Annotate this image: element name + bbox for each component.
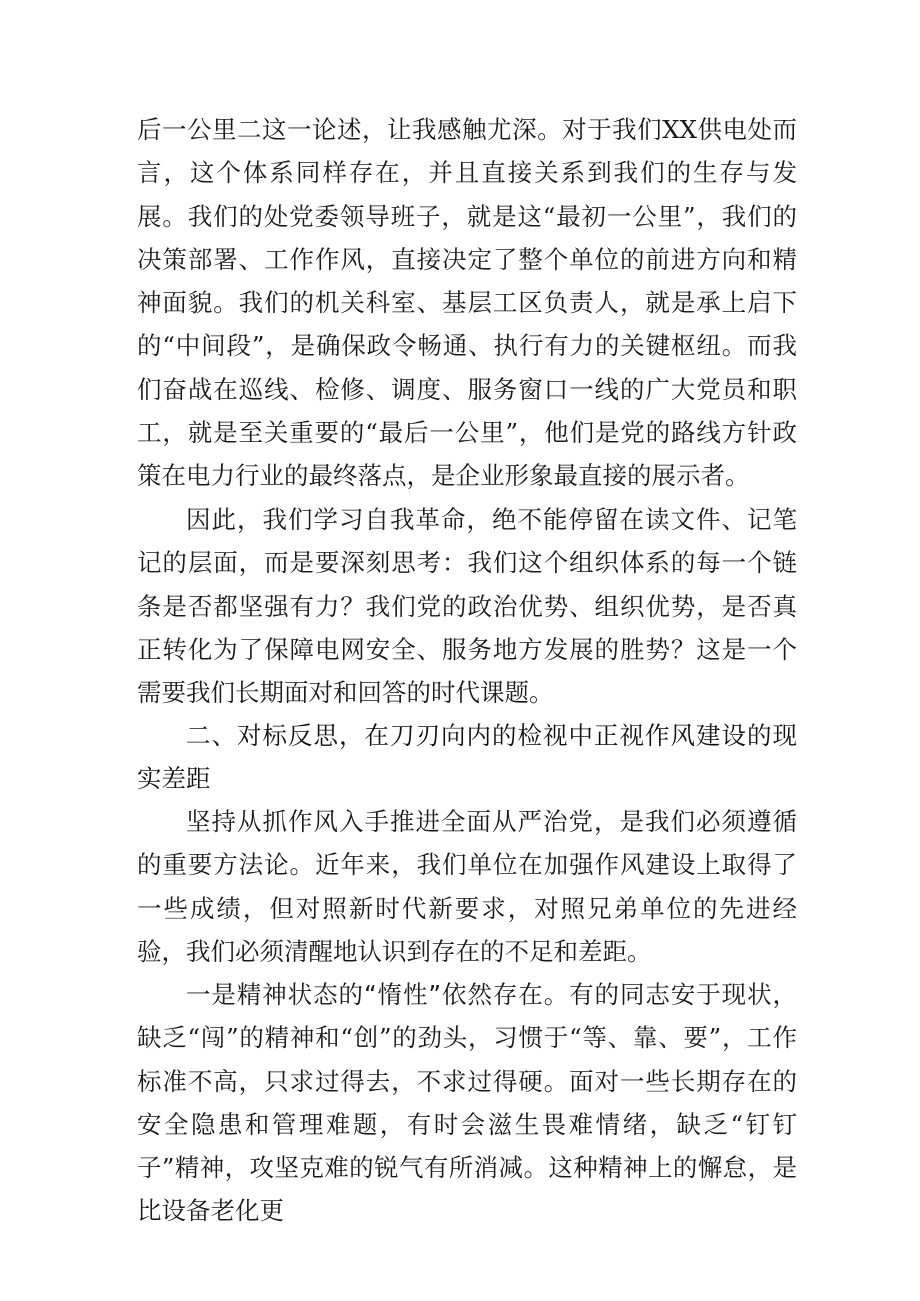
paragraph-1: 后一公里二这一论述，让我感触尤深。对于我们XX供电处而言，这个体系同样存在，并且直接关系到我们的生存与发展。我们的处党委领导班子，就是这“最初一公里”，我们的决策部署、工作作风，直接决定了整个单位的前进方向和精神面貌。我们的机关科室、基层工区负责人，就是承上启下的“中间段”，是确保政令畅通、执行有力的关键枢纽。而我们奋战在巡线、检修、调度、服务窗口一线的广大党员和职工，就是至关重要的“最后一公里”，他们是党的路线方针政策在电力行业的最终落点，是企业形象最直接的展示者。 [137,115,797,491]
section-heading-2: 二、对标反思，在刀刃向内的检视中正视作风建设的现实差距 [137,721,797,794]
paragraph-3: 坚持从抓作风入手推进全面从严治党，是我们必须遵循的重要方法论。近年来，我们单位在加强作风建设上取得了一些成绩，但对照新时代新要求，对照兄弟单位的先进经验，我们必须清醒地认识到存在的不足和差距。 [137,807,797,966]
paragraph-2: 因此，我们学习自我革命，绝不能停留在读文件、记笔记的层面，而是要深刻思考：我们这个组织体系的每一个链条是否都坚强有力？我们党的政治优势、组织优势，是否真正转化为了保障电网安全、服务地方发展的胜势？这是一个需要我们长期面对和回答的时代课题。 [137,505,797,708]
paragraph-block-4 [137,973,797,1233]
paragraph-block-2 [137,498,797,714]
paragraph-4 [137,973,797,1233]
paragraph-4-lead: 一是精神状态的“惰性”依然存在。 [186,980,570,1009]
paragraph-continuation [137,108,797,498]
section-heading-block [137,714,797,801]
paragraph-4-body: 有的同志安于现状，缺乏“闯”的精神和“创”的劲头，习惯于“等、靠、要”，工作标准不高，只求过得去，不求过得硬。面对一些长期存在的安全隐患和管理难题，有时会滋生畏难情绪，缺乏“钉钉子”精神，攻坚克难的锐气有所消减。这种精神上的懈怠，是比设备老化更 [137,980,797,1226]
paragraph-block-3 [137,800,797,973]
